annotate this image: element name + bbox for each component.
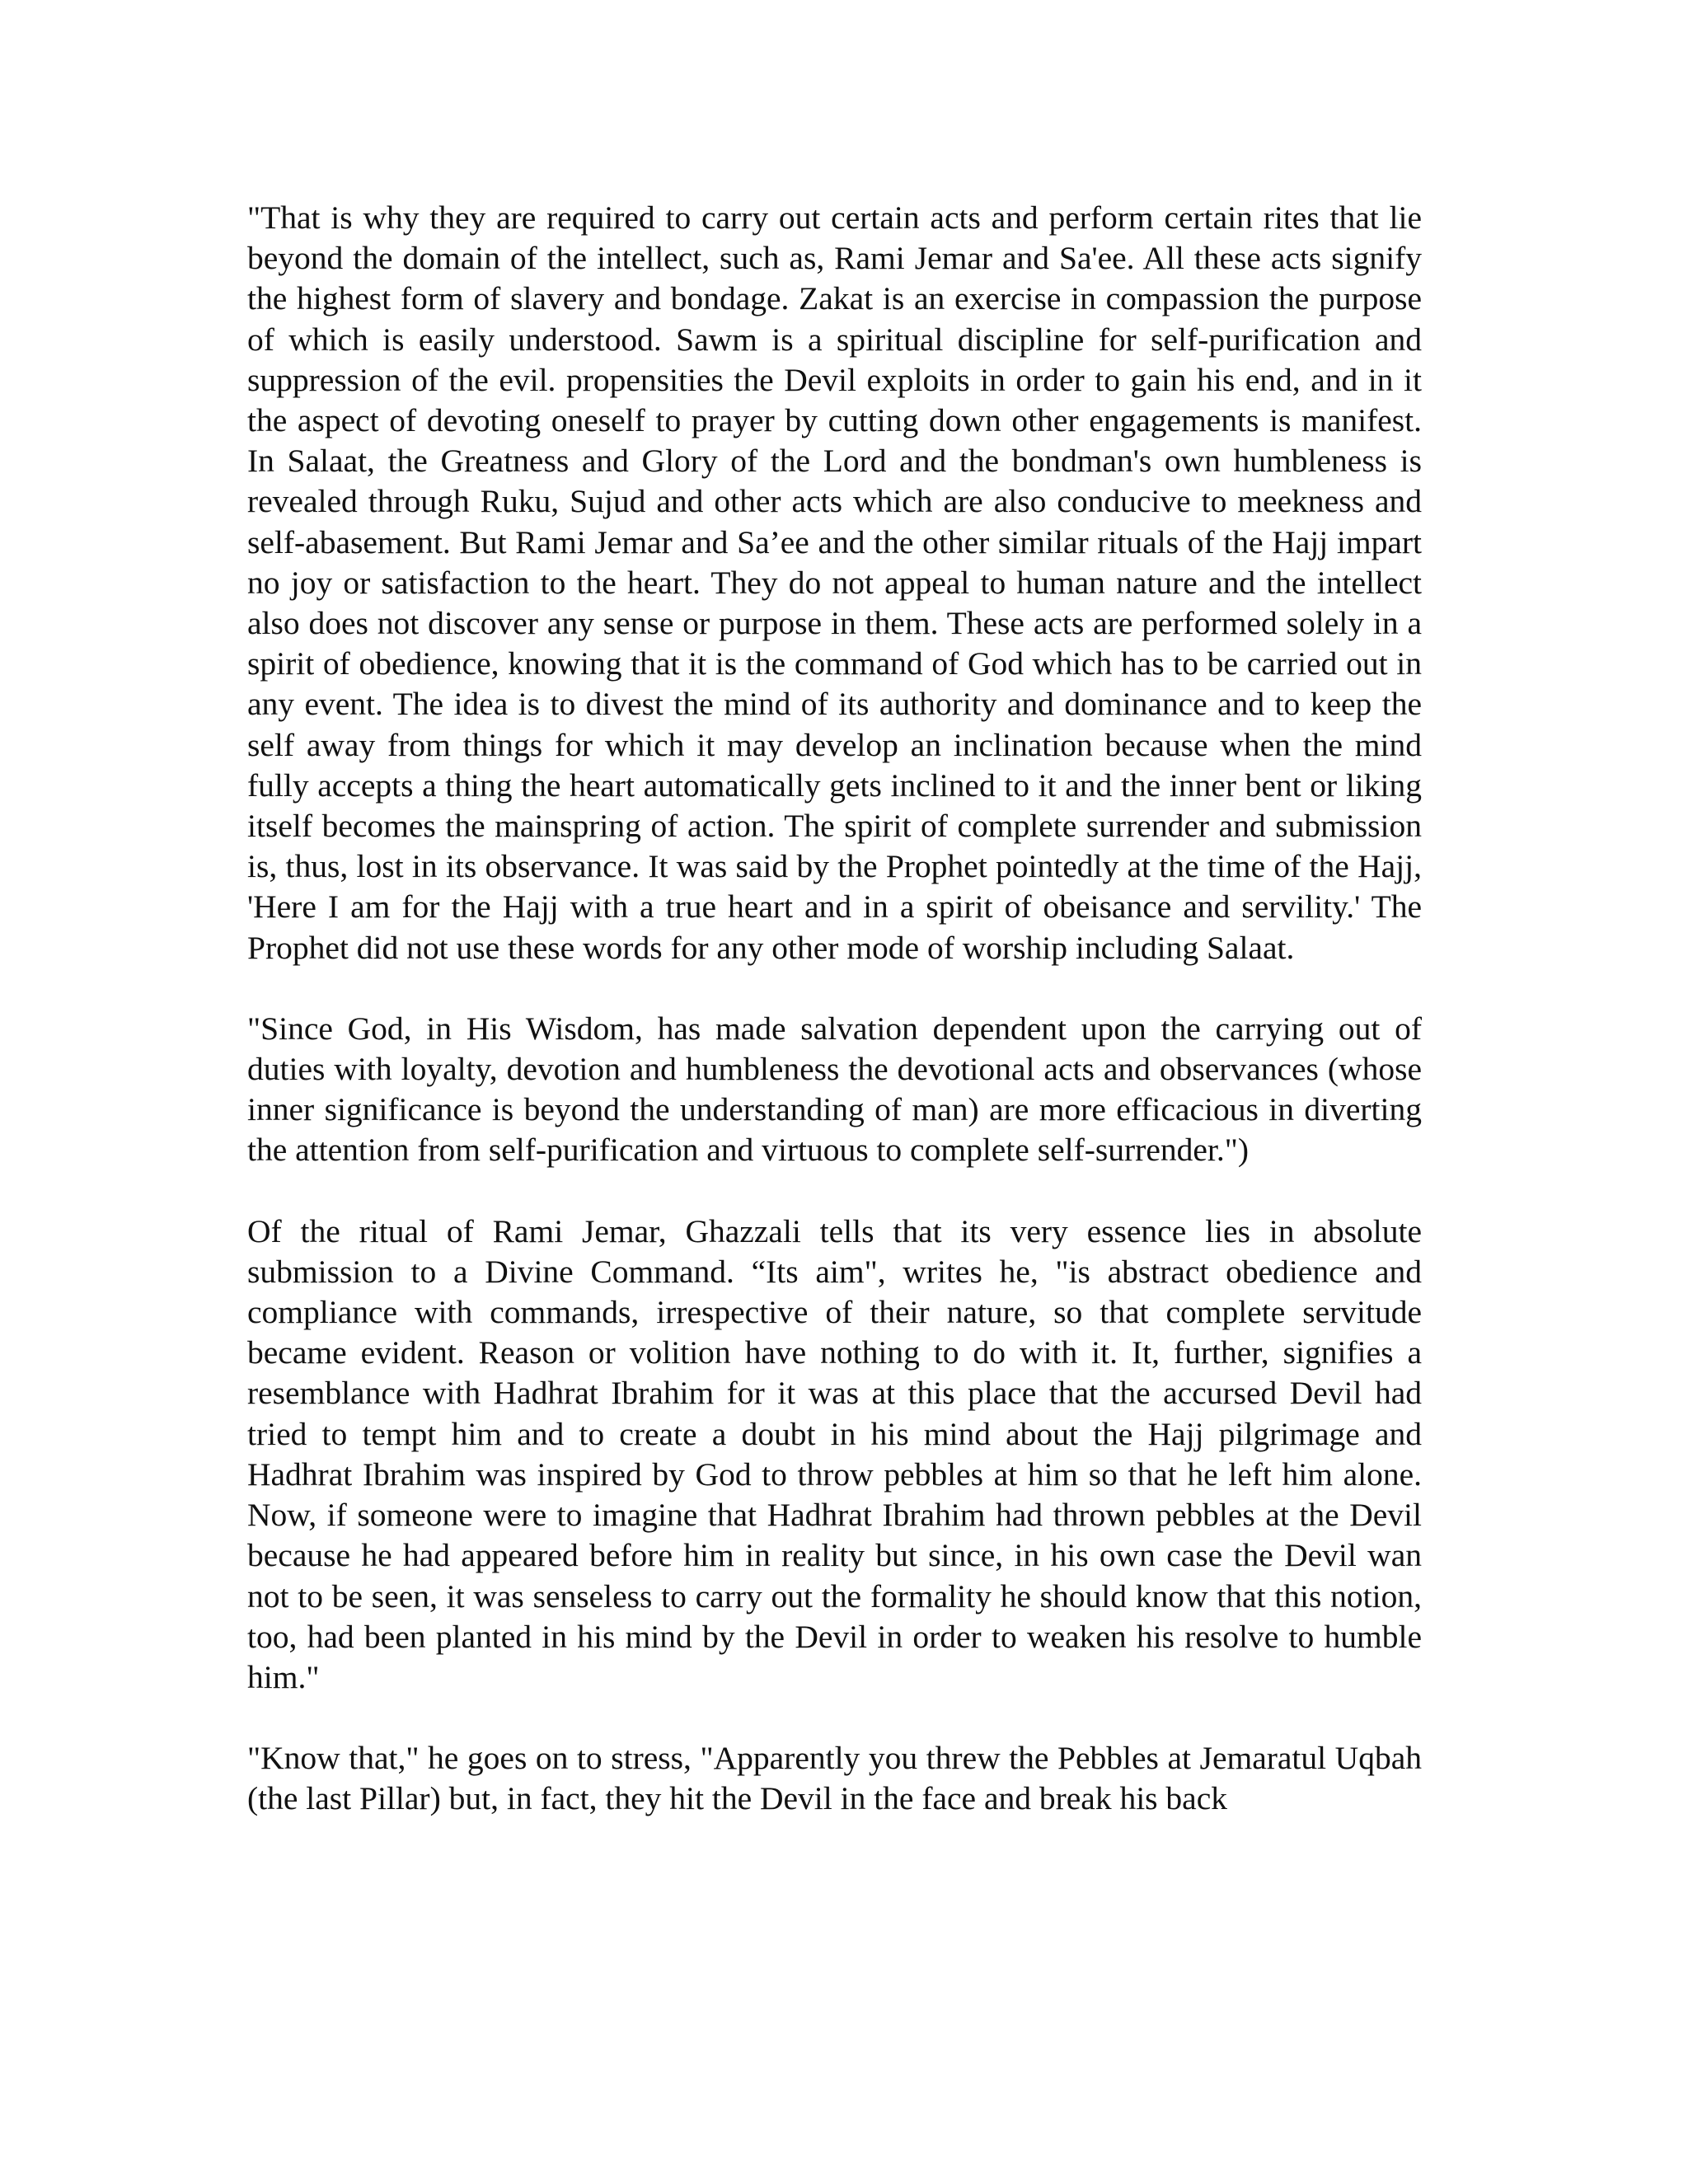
paragraph-rites-beyond-intellect: "That is why they are required to carry out certain acts and perform certain rites that lie beyond the domain of the intellect, such as, Rami Jemar and Sa'ee. All these acts signify the highest form of slavery and bondage. Zakat is an exercise in compassion the purpose of which is easily understood. Sawm is a spiritual discipline for self-purification and suppression of the evil. propensities the Devil exploits in order to gain his end, and in it the aspect of devoting oneself to prayer by cutting down other engagements is manifest. In Salaat, the Greatness and Glory of the Lord and the bondman's own humbleness is revealed through Ruku, Sujud and other acts which are also conducive to meekness and self-abasement. But Rami Jemar and Sa’ee and the other similar rituals of the Hajj impart no joy or satisfaction to the heart. They do not appeal to human nature and the intellect also does not discover any sense or purpose in them. These acts are performed solely in a spirit of obedience, knowing that it is the command of God which has to be carried out in any event. The idea is to divest the mind of its authority and dominance and to keep the self away from things for which it may develop an inclination because when the mind fully accepts a thing the heart automatically gets inclined to it and the inner bent or liking itself becomes the mainspring of action. The spirit of complete surrender and submission is, thus, lost in its observance. It was said by the Prophet pointedly at the time of the Hajj, 'Here I am for the Hajj with a true heart and in a spirit of obeisance and servility.' The Prophet did not use these words for any other mode of worship including Salaat. [247,199,1422,966]
document-page [247,198,1422,1820]
paragraph-rami-jemar-ghazzali: Of the ritual of Rami Jemar, Ghazzali tells that its very essence lies in absolute submission to a Divine Command. “Its aim", writes he, "is abstract obedience and compliance with commands, irrespective of their nature, so that complete servitude became evident. Reason or volition have nothing to do with it. It, further, signifies a resemblance with Hadhrat Ibrahim for it was at this place that the accursed Devil had tried to tempt him and to create a doubt in his mind about the Hajj pilgrimage and Hadhrat Ibrahim was inspired by God to throw pebbles at him so that he left him alone. Now, if someone were to imagine that Hadhrat Ibrahim had thrown pebbles at the Devil because he had appeared before him in reality but since, in his own case the Devil wan not to be seen, it was senseless to carry out the formality he should know that this notion, too, had been planted in his mind by the Devil in order to weaken his resolve to humble him." [247,1212,1422,1695]
paragraph-know-that: "Know that," he goes on to stress, "Apparently you threw the Pebbles at Jemaratul Uqbah (the last Pillar) but, in fact, they hit the Devil in the face and break his back [247,1740,1422,1817]
paragraph-salvation-self-surrender: "Since God, in His Wisdom, has made salvation dependent upon the carrying out of duties with loyalty, devotion and humbleness the devotional acts and observances (whose inner significance is beyond the understanding of man) are more efficacious in diverting the attention from self-purification and virtuous to complete self-surrender.") [247,1010,1422,1169]
